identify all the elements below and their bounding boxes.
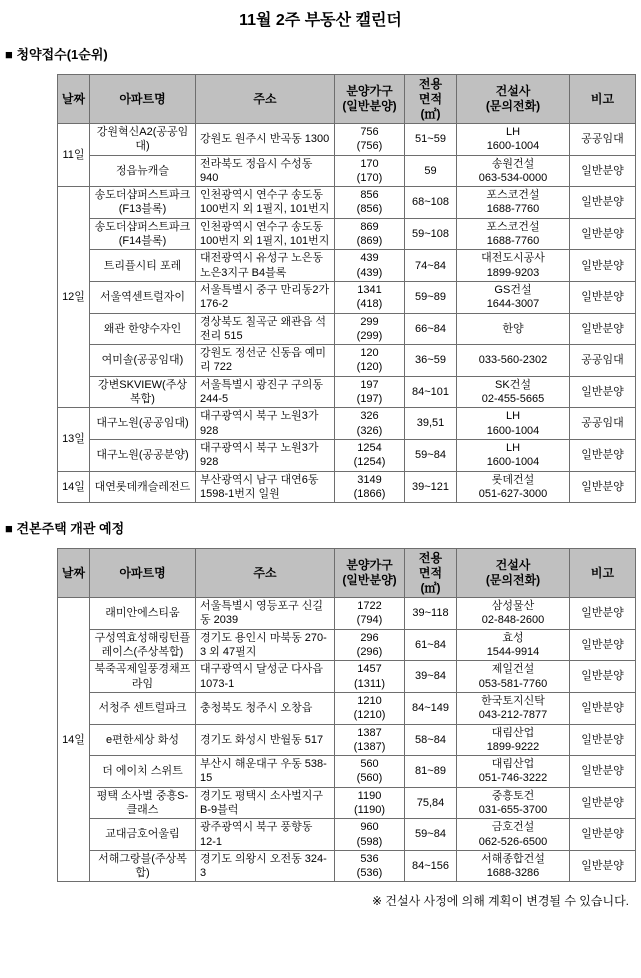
cell-area: 59~84: [405, 439, 457, 471]
cell-addr: 경기도 의왕시 오전동 324-3: [196, 850, 335, 882]
column-header-date: 날짜: [58, 549, 90, 598]
cell-addr: 경상북도 칠곡군 왜관읍 석전리 515: [196, 313, 335, 345]
cell-name: 송도더샵퍼스트파크(F14블록): [90, 218, 196, 250]
cell-note: 일반분양: [570, 787, 636, 819]
column-header-addr: 주소: [196, 75, 335, 124]
cell-area: 36~59: [405, 345, 457, 377]
table-row: [58, 598, 636, 630]
cell-area: 51~59: [405, 124, 457, 156]
column-header-addr: 주소: [196, 549, 335, 598]
model-house-table: [57, 548, 636, 882]
header-row: [58, 549, 636, 598]
cell-area: 84~156: [405, 850, 457, 882]
cell-units: 1254 (1254): [335, 439, 405, 471]
cell-area: 58~84: [405, 724, 457, 756]
section-heading-model-house: ■ 견본주택 개관 예정: [5, 521, 125, 537]
cell-addr: 경기도 평택시 소사벌지구 B-9블럭: [196, 787, 335, 819]
cell-name: 트리플시티 포레: [90, 250, 196, 282]
table-row: [58, 471, 636, 503]
cell-note: 일반분양: [570, 661, 636, 693]
table-row: [58, 155, 636, 187]
cell-addr: 강원도 정선군 신동읍 예미리 722: [196, 345, 335, 377]
cell-note: 일반분양: [570, 629, 636, 661]
table-row: [58, 692, 636, 724]
cell-builder: 송원건설 063-534-0000: [457, 155, 570, 187]
cell-area: 74~84: [405, 250, 457, 282]
cell-units: 3149 (1866): [335, 471, 405, 503]
cell-name: 래미안에스티움: [90, 598, 196, 630]
cell-name: 서청주 센트럴파크: [90, 692, 196, 724]
table-row: [58, 629, 636, 661]
cell-name: 대연롯데캐슬레전드: [90, 471, 196, 503]
cell-units: 536 (536): [335, 850, 405, 882]
cell-addr: 경기도 용인시 마북동 270-3 외 47필지: [196, 629, 335, 661]
page-title: 11월 2주 부동산 캘린더: [239, 12, 402, 29]
cell-area: 61~84: [405, 629, 457, 661]
cell-addr: 광주광역시 북구 풍향동 12-1: [196, 819, 335, 851]
cell-name: 여미솔(공공임대): [90, 345, 196, 377]
cell-builder: LH 1600-1004: [457, 439, 570, 471]
cell-builder: 033-560-2302: [457, 345, 570, 377]
cell-units: 1210 (1210): [335, 692, 405, 724]
cell-area: 84~101: [405, 376, 457, 408]
column-header-name: 아파트명: [90, 75, 196, 124]
column-header-units: 분양가구 (일반분양): [335, 549, 405, 598]
cell-name: 북죽곡제일풍경채프라임: [90, 661, 196, 693]
cell-note: 일반분양: [570, 756, 636, 788]
header-row: [58, 75, 636, 124]
column-header-area: 전용 면적 (㎡): [405, 549, 457, 598]
date-cell: 13일: [58, 408, 90, 471]
cell-builder: 제일건설 053-581-7760: [457, 661, 570, 693]
cell-units: 869 (869): [335, 218, 405, 250]
cell-units: 170 (170): [335, 155, 405, 187]
cell-area: 68~108: [405, 187, 457, 219]
column-header-builder: 건설사 (문의전화): [457, 75, 570, 124]
table-row: [58, 313, 636, 345]
cell-addr: 대전광역시 유성구 노은동 노은3지구 B4블록: [196, 250, 335, 282]
table-row: [58, 281, 636, 313]
cell-note: 일반분양: [570, 471, 636, 503]
cell-area: 59: [405, 155, 457, 187]
cell-addr: 인천광역시 연수구 송도동 100번지 외 1필지, 101번지: [196, 187, 335, 219]
cell-note: 일반분양: [570, 187, 636, 219]
cell-area: 75,84: [405, 787, 457, 819]
cell-units: 120 (120): [335, 345, 405, 377]
cell-area: 39~118: [405, 598, 457, 630]
cell-units: 197 (197): [335, 376, 405, 408]
cell-area: 39~84: [405, 661, 457, 693]
cell-builder: 포스코건설 1688-7760: [457, 218, 570, 250]
cell-units: 1722 (794): [335, 598, 405, 630]
cell-units: 1341 (418): [335, 281, 405, 313]
cell-name: 서울역센트럴자이: [90, 281, 196, 313]
table-row: [58, 187, 636, 219]
date-cell: 14일: [58, 471, 90, 503]
table-row: [58, 819, 636, 851]
cell-addr: 서울특별시 광진구 구의동 244-5: [196, 376, 335, 408]
table-row: [58, 250, 636, 282]
section-heading-subscription: ■ 청약접수(1순위): [5, 47, 108, 62]
cell-units: 439 (439): [335, 250, 405, 282]
cell-builder: 서해종합건설 1688-3286: [457, 850, 570, 882]
cell-units: 960 (598): [335, 819, 405, 851]
cell-addr: 부산시 해운대구 우동 538-15: [196, 756, 335, 788]
cell-name: 송도더샵퍼스트파크(F13블록): [90, 187, 196, 219]
table-row: [58, 756, 636, 788]
cell-units: 756 (756): [335, 124, 405, 156]
cell-name: 강원혁신A2(공공임대): [90, 124, 196, 156]
cell-name: 평택 소사벌 중흥S-클래스: [90, 787, 196, 819]
cell-builder: 삼성물산 02-848-2600: [457, 598, 570, 630]
date-cell: 12일: [58, 187, 90, 408]
cell-builder: 대림산업 1899-9222: [457, 724, 570, 756]
cell-builder: 한국토지신탁 043-212-7877: [457, 692, 570, 724]
cell-units: 296 (296): [335, 629, 405, 661]
cell-units: 1190 (1190): [335, 787, 405, 819]
date-cell: 14일: [58, 598, 90, 882]
cell-addr: 충청북도 청주시 오창읍: [196, 692, 335, 724]
table-row: [58, 787, 636, 819]
cell-note: 일반분양: [570, 439, 636, 471]
column-header-note: 비고: [570, 75, 636, 124]
cell-name: 구성역효성해링턴플레이스(주상복합): [90, 629, 196, 661]
cell-addr: 대구광역시 북구 노원3가 928: [196, 408, 335, 440]
table-row: [58, 218, 636, 250]
cell-area: 66~84: [405, 313, 457, 345]
cell-addr: 대구광역시 북구 노원3가 928: [196, 439, 335, 471]
cell-addr: 서울특별시 중구 만리동2가 176-2: [196, 281, 335, 313]
table-row: [58, 661, 636, 693]
cell-note: 일반분양: [570, 313, 636, 345]
cell-units: 856 (856): [335, 187, 405, 219]
cell-builder: 대전도시공사 1899-9203: [457, 250, 570, 282]
cell-builder: 대림산업 051-746-3222: [457, 756, 570, 788]
cell-builder: GS건설 1644-3007: [457, 281, 570, 313]
table-row: [58, 376, 636, 408]
cell-builder: LH 1600-1004: [457, 124, 570, 156]
cell-note: 일반분양: [570, 250, 636, 282]
cell-addr: 대구광역시 달성군 다사읍 1073-1: [196, 661, 335, 693]
cell-note: 일반분양: [570, 819, 636, 851]
subscription-table: [57, 74, 636, 503]
cell-name: e편한세상 화성: [90, 724, 196, 756]
table-row: [58, 408, 636, 440]
cell-note: 공공임대: [570, 124, 636, 156]
column-header-builder: 건설사 (문의전화): [457, 549, 570, 598]
cell-name: 왜관 한양수자인: [90, 313, 196, 345]
cell-name: 대구노원(공공임대): [90, 408, 196, 440]
table-row: [58, 724, 636, 756]
cell-area: 59~108: [405, 218, 457, 250]
cell-units: 1387 (1387): [335, 724, 405, 756]
cell-units: 560 (560): [335, 756, 405, 788]
cell-note: 공공임대: [570, 345, 636, 377]
cell-note: 일반분양: [570, 692, 636, 724]
column-header-name: 아파트명: [90, 549, 196, 598]
cell-area: 59~84: [405, 819, 457, 851]
cell-builder: LH 1600-1004: [457, 408, 570, 440]
table-row: [58, 124, 636, 156]
cell-units: 299 (299): [335, 313, 405, 345]
cell-note: 일반분양: [570, 724, 636, 756]
cell-note: 일반분양: [570, 376, 636, 408]
cell-builder: 롯데건설 051-627-3000: [457, 471, 570, 503]
cell-units: 326 (326): [335, 408, 405, 440]
cell-addr: 전라북도 정읍시 수성동 940: [196, 155, 335, 187]
table-row: [58, 850, 636, 882]
cell-name: 대구노원(공공분양): [90, 439, 196, 471]
cell-builder: 중흥토건 031-655-3700: [457, 787, 570, 819]
cell-note: 일반분양: [570, 850, 636, 882]
cell-addr: 부산광역시 남구 대연6동 1598-1번지 일원: [196, 471, 335, 503]
column-header-date: 날짜: [58, 75, 90, 124]
cell-builder: 효성 1544-9914: [457, 629, 570, 661]
cell-units: 1457 (1311): [335, 661, 405, 693]
cell-addr: 서울특별시 영등포구 신길동 2039: [196, 598, 335, 630]
cell-note: 일반분양: [570, 218, 636, 250]
cell-addr: 인천광역시 연수구 송도동 100번지 외 1필지, 101번지: [196, 218, 335, 250]
cell-name: 교대금호어울림: [90, 819, 196, 851]
cell-builder: 한양: [457, 313, 570, 345]
cell-name: 더 에이치 스위트: [90, 756, 196, 788]
table-row: [58, 345, 636, 377]
cell-note: 일반분양: [570, 155, 636, 187]
column-header-area: 전용 면적 (㎡): [405, 75, 457, 124]
column-header-units: 분양가구 (일반분양): [335, 75, 405, 124]
cell-note: 일반분양: [570, 598, 636, 630]
cell-area: 81~89: [405, 756, 457, 788]
cell-addr: 강원도 원주시 반곡동 1300: [196, 124, 335, 156]
cell-name: 정읍뉴캐슬: [90, 155, 196, 187]
cell-addr: 경기도 화성시 반월동 517: [196, 724, 335, 756]
cell-area: 84~149: [405, 692, 457, 724]
cell-builder: SK건설 02-455-5665: [457, 376, 570, 408]
cell-name: 강변SKVIEW(주상복합): [90, 376, 196, 408]
cell-area: 39~121: [405, 471, 457, 503]
cell-area: 59~89: [405, 281, 457, 313]
cell-area: 39,51: [405, 408, 457, 440]
cell-note: 공공임대: [570, 408, 636, 440]
cell-name: 서해그랑블(주상복합): [90, 850, 196, 882]
column-header-note: 비고: [570, 549, 636, 598]
cell-builder: 포스코건설 1688-7760: [457, 187, 570, 219]
footer-note: ※ 건설사 사정에 의해 계획이 변경될 수 있습니다.: [372, 894, 629, 909]
date-cell: 11일: [58, 124, 90, 187]
cell-builder: 금호건설 062-526-6500: [457, 819, 570, 851]
table-row: [58, 439, 636, 471]
cell-note: 일반분양: [570, 281, 636, 313]
